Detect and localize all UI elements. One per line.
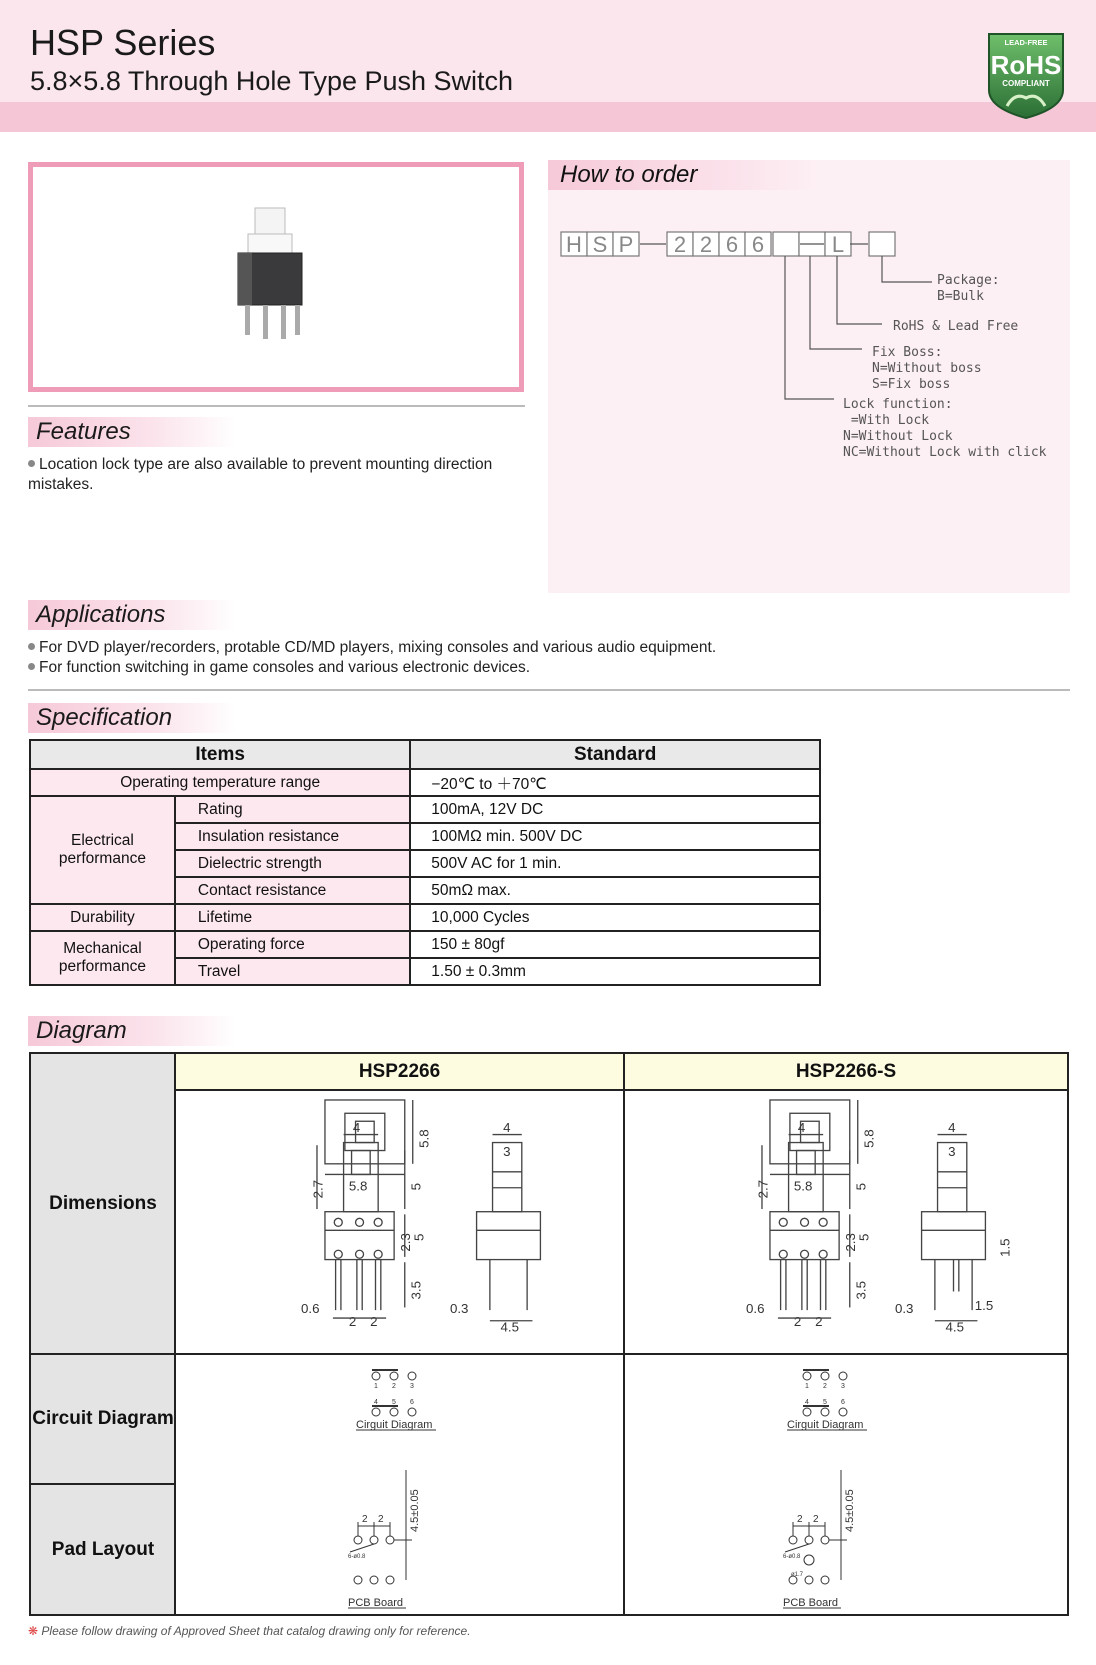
actuator-inner <box>352 1151 371 1175</box>
circuit-pin <box>372 1372 380 1380</box>
bullet-icon <box>28 460 35 467</box>
divider <box>28 689 1070 691</box>
spec-item: Lifetime <box>175 904 410 931</box>
order-lock-text: Lock function: =With Lock N=Without Lock NC=Without Lock with click <box>843 397 1047 460</box>
dimension-label: 2.7 <box>310 1179 326 1199</box>
spec-item: Operating temperature range <box>30 769 410 796</box>
boss-hole <box>804 1555 814 1565</box>
circuit-pin <box>408 1408 416 1416</box>
pin-label: 5 <box>823 1399 827 1406</box>
dimension-label: 2 <box>378 1514 384 1525</box>
rohs-main-text: RoHS <box>990 50 1062 80</box>
pin-hole <box>374 1218 382 1226</box>
dimension-label: 4 <box>797 1119 806 1135</box>
actuator <box>789 1143 824 1212</box>
pin-hole <box>334 1250 342 1258</box>
pin-label: 6 <box>841 1399 845 1406</box>
asterisk-icon: ❋ <box>28 1624 39 1638</box>
pad-caption: PCB Board <box>783 1597 839 1609</box>
dimension-label: 5 <box>856 1233 872 1241</box>
spec-item: Operating force <box>175 931 410 958</box>
dimension-label: 4.5±0.05 <box>409 1489 421 1532</box>
pad-hole <box>805 1576 813 1584</box>
order-package-text: Package: B=Bulk <box>937 273 1000 304</box>
row-label-pad: Pad Layout <box>31 1485 175 1614</box>
circuit-pin <box>803 1408 811 1416</box>
table-row <box>30 796 820 823</box>
dimension-label: 0.3 <box>894 1300 914 1316</box>
pad-layout-hsp2266-s <box>625 1460 1067 1610</box>
pin-label: 2 <box>392 1383 396 1390</box>
pin-hole <box>356 1218 364 1226</box>
pin-hole <box>356 1250 364 1258</box>
code-box <box>869 232 895 256</box>
pin-label: 4 <box>805 1399 809 1406</box>
dimension-label: 2 <box>793 1314 802 1330</box>
spec-value: 500V AC for 1 min. <box>410 850 820 877</box>
circuit-pin <box>839 1408 847 1416</box>
spec-value: 100MΩ min. 500V DC <box>410 823 820 850</box>
product-photo-frame <box>28 162 524 392</box>
pad-hole <box>386 1536 394 1544</box>
grid-line <box>31 1483 175 1485</box>
pin-label: 1 <box>805 1383 809 1390</box>
circuit-pin <box>390 1372 398 1380</box>
dimension-label: 2.3 <box>398 1233 414 1252</box>
spec-value: 10,000 Cycles <box>410 904 820 931</box>
spec-value: 150 ± 80gf <box>410 931 820 958</box>
dimension-label: 6-ø0.8 <box>348 1554 366 1560</box>
pin-label: 5 <box>392 1399 396 1406</box>
spec-item: Rating <box>175 796 410 823</box>
circuit-pin <box>803 1372 811 1380</box>
order-rohs-text: RoHS & Lead Free <box>893 319 1019 334</box>
dimension-label: 5.8 <box>793 1178 813 1194</box>
circuit-caption: Cirguit Diagram <box>787 1419 864 1431</box>
header-items: Items <box>30 740 410 769</box>
dimension-drawing-hsp2266 <box>176 1092 623 1352</box>
page-subtitle: 5.8×5.8 Through Hole Type Push Switch <box>30 66 514 96</box>
dimension-label: 3.5 <box>408 1280 424 1300</box>
code-char: 6 <box>725 232 739 257</box>
leader-line <box>350 1544 374 1552</box>
dimension-label: 0.6 <box>301 1300 320 1316</box>
circuit-pin <box>390 1408 398 1416</box>
dimension-label: 4 <box>352 1119 361 1135</box>
spec-group: Electrical performance <box>30 796 175 904</box>
pin-hole <box>801 1250 809 1258</box>
pad-hole <box>370 1576 378 1584</box>
bullet-icon <box>28 663 35 670</box>
dimension-label: 2 <box>813 1514 819 1525</box>
dimension-label: 4.5 <box>945 1319 965 1335</box>
dimension-label: ø1.7 <box>791 1572 804 1578</box>
code-char: 2 <box>673 232 687 257</box>
pin-label: 3 <box>410 1383 414 1390</box>
table-header-row <box>30 740 820 769</box>
dimension-label: 0.6 <box>746 1300 765 1316</box>
pin-label: 3 <box>841 1383 845 1390</box>
spec-group: Mechanical performance <box>30 931 175 985</box>
dimension-label: 5 <box>408 1183 424 1191</box>
table-row <box>30 931 820 958</box>
dimension-label: 5 <box>411 1233 427 1241</box>
dimension-label: 2 <box>797 1514 803 1525</box>
table-row <box>30 904 820 931</box>
features-heading: Features <box>28 417 236 447</box>
dimension-label: 5 <box>853 1183 869 1191</box>
row-label-dimensions: Dimensions <box>31 1054 175 1353</box>
dimension-label: 4 <box>948 1119 956 1135</box>
column-hsp2266: HSP2266 <box>176 1054 623 1089</box>
pin-hole <box>779 1250 787 1258</box>
pin-hole <box>819 1250 827 1258</box>
circuit-pin <box>839 1372 847 1380</box>
pin-label: 4 <box>374 1399 378 1406</box>
spec-group: Durability <box>30 904 175 931</box>
code-char: S <box>592 232 608 257</box>
dimension-label: 5.8 <box>348 1178 368 1194</box>
spec-value: 50mΩ max. <box>410 877 820 904</box>
features-item: Location lock type are also available to prevent mounting direction mistakes. <box>28 456 493 493</box>
dimension-label: 2 <box>362 1514 368 1525</box>
pin-hole <box>779 1218 787 1226</box>
dimension-label: 3 <box>503 1143 511 1159</box>
circuit-caption: Cirguit Diagram <box>356 1419 433 1431</box>
dimension-drawing-hsp2266-s <box>625 1092 1067 1352</box>
pin-label: 2 <box>823 1383 827 1390</box>
spec-table <box>29 739 821 986</box>
divider <box>28 405 525 407</box>
code-char: 6 <box>751 232 765 257</box>
code-char: 2 <box>699 232 713 257</box>
dimension-label: 1.5 <box>997 1238 1013 1257</box>
pad-hole <box>386 1576 394 1584</box>
code-char: L <box>831 232 845 257</box>
applications-item: For function switching in game consoles and various electronic devices. <box>28 658 1028 678</box>
top-view-body <box>770 1100 850 1164</box>
spec-value: 100mA, 12V DC <box>410 796 820 823</box>
pad-hole <box>821 1576 829 1584</box>
actuator <box>344 1143 379 1212</box>
dimension-label: 0.3 <box>449 1300 469 1316</box>
spec-item: Insulation resistance <box>175 823 410 850</box>
actuator-inner <box>797 1151 816 1175</box>
top-view-body <box>325 1100 405 1164</box>
pad-layout-hsp2266 <box>176 1460 623 1610</box>
side-body <box>922 1212 986 1260</box>
diagram-heading: Diagram <box>28 1016 236 1046</box>
rohs-badge-icon <box>985 28 1067 120</box>
pin-label: 6 <box>410 1399 414 1406</box>
spec-item: Contact resistance <box>175 877 410 904</box>
pin-hole <box>374 1250 382 1258</box>
dimension-label: 2 <box>370 1314 378 1330</box>
pad-hole <box>821 1536 829 1544</box>
circuit-pin <box>821 1372 829 1380</box>
footer-note: ❋ Please follow drawing of Approved Sheet that catalog drawing only for reference. <box>28 1624 471 1638</box>
rohs-top-text: LEAD-FREE <box>1004 38 1048 47</box>
pad-hole <box>370 1536 378 1544</box>
rohs-bottom-text: COMPLIANT <box>1002 79 1050 88</box>
dimension-label: 3 <box>948 1143 956 1159</box>
spec-value: 1.50 ± 0.3mm <box>410 958 820 985</box>
code-box <box>773 232 799 256</box>
side-body <box>477 1212 541 1260</box>
spec-value: −20℃ to ＋70℃ <box>410 769 820 796</box>
dimension-label: 2 <box>348 1314 357 1330</box>
row-label-circuit: Circuit Diagram <box>31 1355 175 1483</box>
circuit-pin <box>821 1408 829 1416</box>
pad-hole <box>354 1576 362 1584</box>
specification-heading: Specification <box>28 703 236 733</box>
code-char: H <box>566 232 582 257</box>
grid-line <box>31 1353 1067 1355</box>
table-row <box>30 769 820 796</box>
dimension-label: 5.8 <box>416 1129 432 1148</box>
dimension-label: 2.7 <box>755 1179 771 1199</box>
bullet-icon <box>28 643 35 650</box>
dimension-label: 4.5 <box>500 1319 520 1335</box>
how-to-order-heading: How to order <box>548 160 820 190</box>
circuit-pin <box>408 1372 416 1380</box>
dimension-label: 4 <box>503 1119 511 1135</box>
dimension-label: 6-ø0.8 <box>783 1554 801 1560</box>
header-standard: Standard <box>410 740 820 769</box>
applications-item: For DVD player/recorders, protable CD/MD players, mixing consoles and various audio equipment. <box>28 638 1028 658</box>
pin-hole <box>819 1218 827 1226</box>
column-hsp2266-s: HSP2266-S <box>625 1054 1067 1089</box>
order-fixboss-text: Fix Boss: N=Without boss S=Fix boss <box>872 345 982 392</box>
dimension-label: 5.8 <box>861 1129 877 1148</box>
header-stripe <box>0 102 1096 132</box>
dimension-label: 1.5 <box>974 1298 994 1314</box>
circuit-pin <box>372 1408 380 1416</box>
pad-hole <box>789 1536 797 1544</box>
leader-line <box>785 1544 809 1552</box>
pin-label: 1 <box>374 1383 378 1390</box>
applications-heading: Applications <box>28 600 236 630</box>
spec-item: Dielectric strength <box>175 850 410 877</box>
page-title: HSP Series <box>30 22 216 63</box>
code-char: P <box>618 232 634 257</box>
pad-hole <box>354 1536 362 1544</box>
push-switch-image <box>33 167 519 387</box>
dimension-label: 4.5±0.05 <box>844 1489 856 1532</box>
dimension-label: 2 <box>815 1314 823 1330</box>
dimension-label: 2.3 <box>843 1233 859 1252</box>
pin-hole <box>801 1218 809 1226</box>
grid-line <box>176 1089 1067 1091</box>
dimension-label: 3.5 <box>853 1280 869 1300</box>
pad-hole <box>805 1536 813 1544</box>
pin-hole <box>334 1218 342 1226</box>
pad-caption: PCB Board <box>348 1597 404 1609</box>
spec-item: Travel <box>175 958 410 985</box>
